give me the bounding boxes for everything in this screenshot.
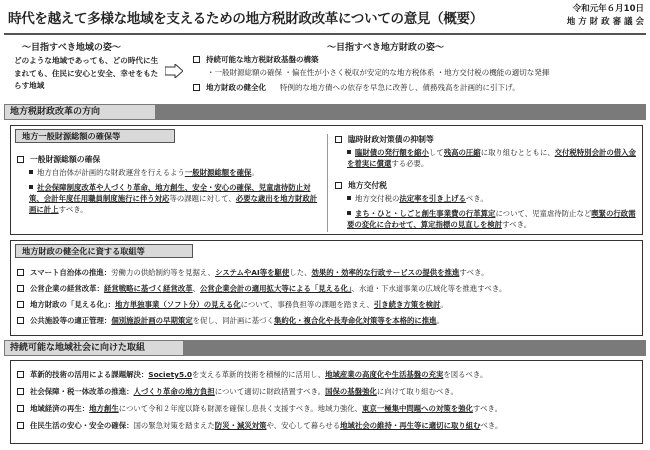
column-divider bbox=[327, 134, 328, 232]
region-vision-text: どのような地域であっても、どの時代に生まれても、住民に安心と安全、幸せをもたらす地域 bbox=[14, 56, 159, 90]
emphasis-text: 地域社会の維持・再生等に適切に取り組む bbox=[340, 421, 481, 430]
square-bullet-icon bbox=[335, 182, 342, 189]
right-arrow-icon bbox=[165, 64, 183, 78]
tax-vision-heading: ～目指すべき地方財政の姿～ bbox=[327, 43, 444, 53]
text: した、 bbox=[289, 268, 312, 277]
emphasis-text: システムやAI等を駆使 bbox=[215, 268, 290, 277]
list-item bbox=[347, 193, 639, 204]
date-text: 令和元年６月10日 bbox=[572, 4, 644, 14]
text: 国の緊急対策を踏まえた bbox=[133, 421, 215, 430]
text: 、水道・下水道事業の広域化等を推進すべき。 bbox=[351, 284, 507, 293]
text: べき。 bbox=[480, 421, 503, 430]
item-heading bbox=[335, 180, 387, 191]
text: すべき。 bbox=[58, 205, 88, 214]
emphasis-text: 東京一極集中問題への対策を強化 bbox=[362, 404, 473, 413]
emphasis-text: 臨財債の発行額を縮小 bbox=[355, 148, 429, 157]
list-item bbox=[17, 299, 448, 310]
emphasis-text: Society5.0 bbox=[148, 370, 193, 379]
text: 、 bbox=[192, 284, 201, 293]
square-bullet-icon bbox=[193, 84, 200, 91]
text: すべき。 bbox=[472, 404, 503, 413]
tax-vision-item-soundness bbox=[193, 82, 520, 93]
text: 。 bbox=[436, 316, 444, 325]
tax-vision-detail: ・一般財源総額の確保 ・偏在性が小さく税収が安定的な地方税体系 ・地方交付税の機能の適切な発揮 bbox=[207, 68, 550, 77]
bullet-icon bbox=[347, 196, 351, 200]
list-item bbox=[17, 386, 458, 397]
sustainable-society-box bbox=[10, 360, 643, 444]
list-item bbox=[17, 403, 502, 414]
bullet-icon bbox=[29, 185, 33, 189]
emphasis-text: 必要な歳出を地方財政計画に計上 bbox=[29, 194, 318, 214]
item-label: スマート自治体の推進： bbox=[30, 268, 112, 277]
item-heading bbox=[335, 134, 434, 145]
emphasis-text: 地方創生 bbox=[89, 404, 119, 413]
item-label: 社会保障・税一体改革の推進： bbox=[30, 387, 134, 396]
list-item bbox=[29, 182, 321, 215]
item-label: 地方財政の「見える化」： bbox=[30, 300, 115, 309]
item-label: 公営企業の経営改革： bbox=[30, 284, 104, 293]
emphasis-text: 集約化・複合化や長寿命化対策等を本格的に推進 bbox=[273, 316, 437, 325]
list-item bbox=[17, 267, 488, 278]
square-bullet-icon bbox=[17, 269, 24, 276]
bullet-icon bbox=[347, 150, 351, 154]
text: 地方自治体が計画的な財政運営を行えるよう bbox=[37, 168, 185, 177]
item-label: 革新的技術の活用による課題解決： bbox=[30, 370, 149, 379]
text: について、事務負担等の課題を踏まえ、 bbox=[240, 300, 374, 309]
text: について適切に財政措置すべき。 bbox=[214, 387, 326, 396]
item-heading-text: 地方交付税 bbox=[348, 181, 387, 190]
item-label: 地域経済の再生： bbox=[30, 404, 90, 413]
square-bullet-icon bbox=[193, 56, 200, 63]
emphasis-text: 引き続き方策を検討 bbox=[373, 300, 441, 309]
emphasis-text: 法定率を引き上げる bbox=[399, 194, 466, 203]
emphasis-text: 効果的・効率的な行政サービスの提供を推進 bbox=[311, 268, 460, 277]
list-item bbox=[17, 420, 502, 431]
text: する必要。 bbox=[391, 159, 429, 168]
square-bullet-icon bbox=[17, 285, 24, 292]
header-divider bbox=[4, 33, 646, 35]
section-heading-reform: 地方税財政改革の方向 bbox=[4, 104, 156, 120]
square-bullet-icon bbox=[17, 371, 24, 378]
text: 。 bbox=[251, 168, 259, 177]
square-bullet-icon bbox=[17, 405, 24, 412]
section-heading-sustainable: 持続可能な地域社会に向けた取組 bbox=[4, 340, 184, 356]
list-item bbox=[29, 167, 319, 178]
date-block bbox=[526, 3, 644, 29]
text: を支える革新的技術を積極的に活用し、 bbox=[192, 370, 326, 379]
emphasis-text: 地域産業の高度化や生活基盤の充実 bbox=[325, 370, 444, 379]
bullet-icon bbox=[29, 170, 33, 174]
square-bullet-icon bbox=[335, 136, 342, 143]
text: べき。 bbox=[465, 194, 488, 203]
item-heading-text: 臨時財政対策債の抑制等 bbox=[348, 135, 434, 144]
org-name: 地 方 財 政 審 議 会 bbox=[566, 17, 644, 27]
emphasis-text: 残高の圧縮 bbox=[443, 148, 481, 157]
text: を図るべき。 bbox=[443, 370, 488, 379]
emphasis-text: 一般財源総額を確保 bbox=[184, 168, 252, 177]
list-item bbox=[347, 147, 639, 169]
list-item bbox=[17, 283, 506, 294]
emphasis-text: まち・ひと・しごと創生事業費の行革算定 bbox=[355, 209, 496, 218]
item-heading-text: 一般財源総額の確保 bbox=[30, 155, 101, 164]
list-item bbox=[17, 369, 487, 380]
item-label: 公共施設等の適正管理： bbox=[30, 316, 112, 325]
text: や、安心して暮らせる bbox=[266, 421, 341, 430]
text: して bbox=[428, 148, 444, 157]
square-bullet-icon bbox=[17, 317, 24, 324]
square-bullet-icon bbox=[17, 301, 24, 308]
emphasis-text: 人づくり革命の地方負担 bbox=[133, 387, 215, 396]
list-item bbox=[17, 315, 444, 326]
text: を促し、同計画に基づく bbox=[192, 316, 274, 325]
region-vision-heading: ～目指すべき地域の姿～ bbox=[22, 43, 121, 53]
square-bullet-icon bbox=[17, 422, 24, 429]
fiscal-soundness-box bbox=[10, 240, 643, 336]
emphasis-text: 地方単独事業（ソフト分）の見える化 bbox=[115, 300, 241, 309]
item-label: 住民生活の安心・安全の確保： bbox=[30, 421, 134, 430]
emphasis-text: 個別施設計画の早期策定 bbox=[111, 316, 193, 325]
square-bullet-icon bbox=[17, 156, 24, 163]
item-heading bbox=[17, 154, 100, 165]
text: に向けて取り組むべき。 bbox=[376, 387, 458, 396]
text: 地方交付税の bbox=[355, 194, 400, 203]
tax-vision-item-foundation bbox=[193, 54, 319, 65]
text: 。 bbox=[440, 300, 448, 309]
text: すべき。 bbox=[459, 268, 489, 277]
tax-vision-text: 特例的な地方債への依存を早急に改善し、債務残高を計画的に引下げ。 bbox=[280, 83, 520, 92]
general-revenue-box bbox=[10, 125, 643, 235]
box-heading: 地方財政の健全化に資する取組等 bbox=[15, 244, 193, 258]
bullet-icon bbox=[347, 211, 351, 215]
emphasis-text: 交付税特別会計の借入金を着実に償還 bbox=[347, 148, 636, 168]
box-heading: 地方一般財源総額の確保等 bbox=[15, 129, 175, 143]
emphasis-text: 喫緊の行政需要の変化に合わせて、算定指標の見直しを検討 bbox=[347, 209, 636, 229]
emphasis-text: 経営戦略に基づく経営改革 bbox=[103, 284, 193, 293]
text: 等の課題に対して、 bbox=[169, 194, 236, 203]
page-title: 時代を越えて多様な地域を支えるための地方税財政改革についての意見（概要） bbox=[8, 11, 483, 27]
text: に取り組むとともに、 bbox=[480, 148, 555, 157]
emphasis-text: 社会保障制度改革や人づくり革命、地方創生、安全・安心の確保、児童虐待防止対策、会計年度任用職員制度施行に伴う対応 bbox=[29, 183, 311, 203]
emphasis-text: 公営企業会計の適用拡大等による「見える化」 bbox=[200, 284, 352, 293]
tax-vision-label: 地方財政の健全化 bbox=[206, 83, 266, 92]
emphasis-text: 防災・減災対策 bbox=[214, 421, 267, 430]
tax-vision-label: 持続可能な地方税財政基盤の構築 bbox=[206, 55, 319, 64]
text: について、児童虐待防止など bbox=[495, 209, 592, 218]
emphasis-text: 国保の基盤強化 bbox=[325, 387, 377, 396]
text: すべき。 bbox=[502, 220, 532, 229]
text: について令和２年度以降も財源を確保し息長く支援すべき。地域力強化、 bbox=[118, 404, 363, 413]
text: 労働力の供給制約等を見据え、 bbox=[111, 268, 216, 277]
list-item bbox=[347, 208, 639, 230]
square-bullet-icon bbox=[17, 388, 24, 395]
